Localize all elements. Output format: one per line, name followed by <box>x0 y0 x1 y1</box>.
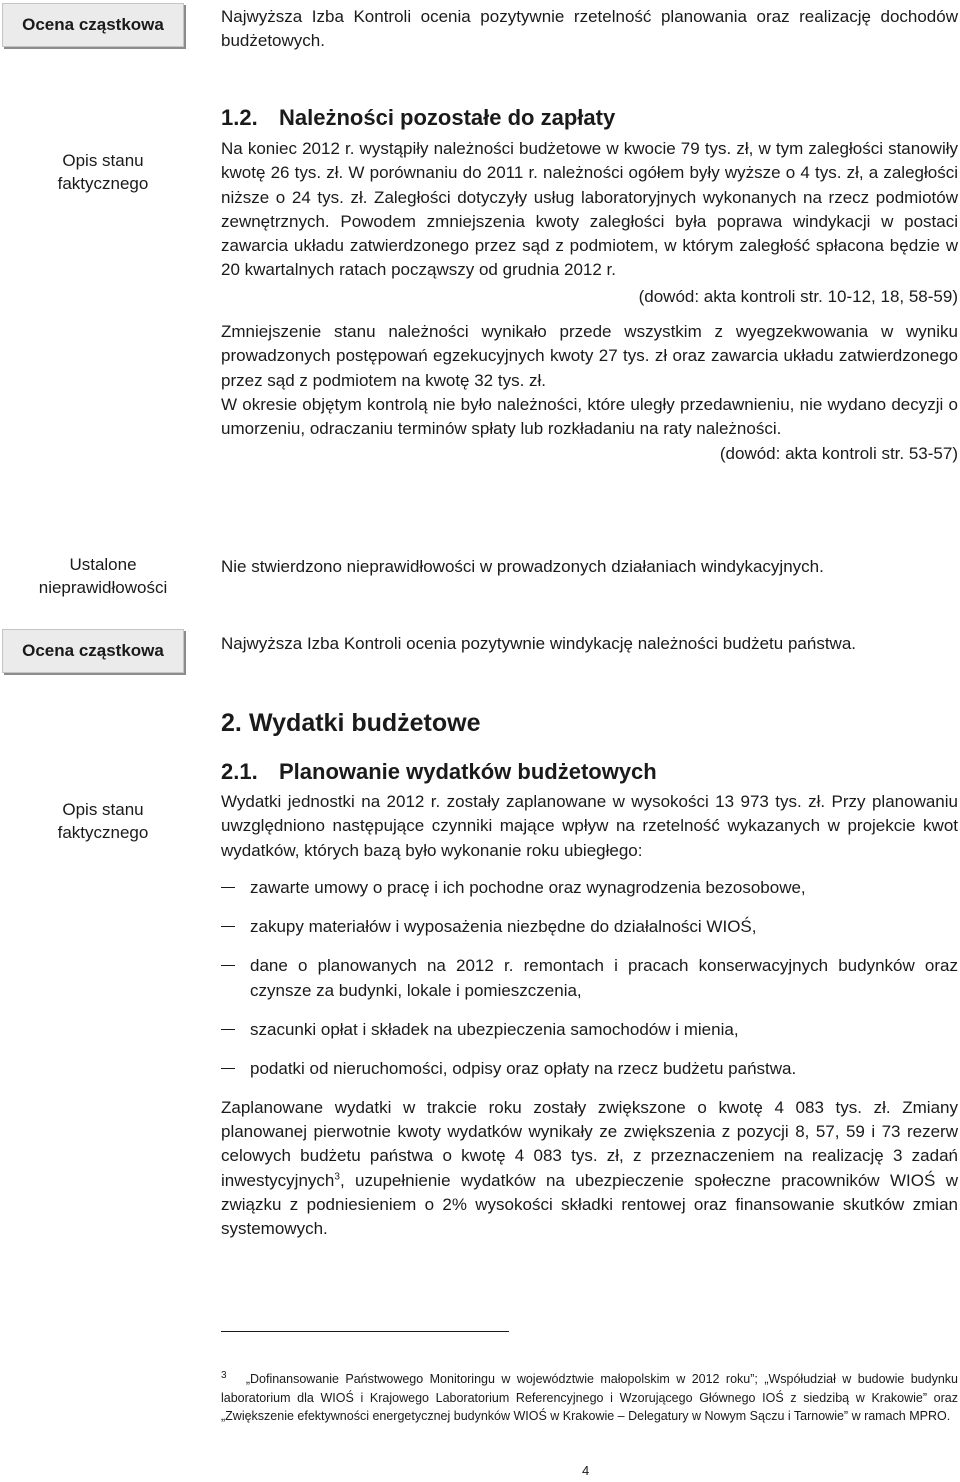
heading-text: Wydatki budżetowe <box>249 709 481 737</box>
footnote <box>221 1370 958 1426</box>
label-line: faktycznego <box>57 823 149 842</box>
paragraph: Zmniejszenie stanu należności wynikało przede wszystkim z wyegzekwowania w wyniku prowadzonych postępowań egzekucyjnych kwoty 27 tys. zł oraz zawarcia układu zatwierdzonego przez sąd z podmiotem na kwotę 32 tys. zł. <box>221 322 958 390</box>
irregularities-label <box>18 553 188 599</box>
heading-text: Należności pozostałe do zapłaty <box>279 105 616 130</box>
heading-number: 2.1. <box>221 759 258 784</box>
paragraph <box>221 1096 958 1242</box>
evidence-reference: (dowód: akta kontroli str. 10-12, 18, 58-59) <box>638 286 958 306</box>
page-number: 4 <box>582 1463 590 1478</box>
partial-assessment-text <box>221 632 958 656</box>
footnote-number: 3 <box>221 1369 227 1381</box>
list-item: szacunki opłat i składek na ubezpieczenia samochodów i mienia, <box>221 1018 958 1042</box>
heading-text: Planowanie wydatków budżetowych <box>279 759 657 784</box>
paragraph-text: Zaplanowane wydatki w trakcie roku zostały zwiększone o kwotę 4 083 tys. zł. Zmiany planowanej pierwotnie kwoty wydatków wynikały ze zwiększenia z pozycji 8, 57, 59 i 73 rezerw celowych budżetu państwa o kwotę 4 083 tys. zł, z przeznaczeniem na realizację 3 zadań inwestycyjnych <box>221 1097 958 1190</box>
irregularities-text <box>221 555 958 579</box>
footnote-marker[interactable]: 3 <box>334 1170 340 1182</box>
label-line: Opis stanu <box>62 151 144 170</box>
partial-assessment-box: Ocena cząstkowa <box>2 3 184 47</box>
paragraph: Na koniec 2012 r. wystąpiły należności budżetowe w kwocie 79 tys. zł, w tym zaległości stanowiły kwotę 26 tys. zł. W porównaniu do 2011 r. należności ogółem były wyższe o 4 tys. zł, a zaległości niższe o 24 tys. zł. Zaległości dotyczyły usług laboratoryjnych wykonanych na rzecz podmiotów zewnętrznych. Powodem zmniejszenia kwoty zaległości była poprawa windykacji w postaci zawarcia układu zatwierdzonego przez sąd z podmiotem, w którym zaległość spłacona będzie w 20 kwartalnych ratach począwszy od grudnia 2012 r. <box>221 139 958 280</box>
paragraph: Najwyższa Izba Kontroli ocenia pozytywnie windykację należności budżetu państwa. <box>221 634 857 653</box>
partial-assessment-box: Ocena cząstkowa <box>2 629 184 673</box>
list-item: dane o planowanych na 2012 r. remontach i pracach konserwacyjnych budynków oraz czynsze za budynki, lokale i pomieszczenia, <box>221 954 958 1003</box>
paragraph: W okresie objętym kontrolą nie było należności, które uległy przedawnieniu, nie wydano decyzji o umorzeniu, odraczaniu terminów spłaty lub rozkładaniu na raty należności. <box>221 394 958 439</box>
label-line: Ustalone <box>69 555 137 574</box>
heading-number: 2. <box>221 709 242 737</box>
paragraph: Najwyższa Izba Kontroli ocenia pozytywnie rzetelność planowania oraz realizację dochodów budżetowych. <box>221 7 958 51</box>
paragraph: Wydatki jednostki na 2012 r. zostały zaplanowane w wysokości 13 973 tys. zł. Przy planowaniu uwzględniono następujące czynniki mające wpływ na rzetelność wykazanych w projekcie kwot wydatków, których bazą było wykonanie roku ubiegłego: <box>221 792 958 860</box>
paragraph: Nie stwierdzono nieprawidłowości w prowadzonych działaniach windykacyjnych. <box>221 557 824 576</box>
factor-list <box>221 876 958 1082</box>
footnote-separator <box>221 1331 509 1332</box>
factual-state-label <box>18 798 188 844</box>
section-heading <box>221 758 958 786</box>
label-line: nieprawidłowości <box>38 578 168 597</box>
chapter-heading <box>221 708 958 738</box>
list-item: podatki od nieruchomości, odpisy oraz opłaty na rzecz budżetu państwa. <box>221 1057 958 1081</box>
heading-number: 1.2. <box>221 105 258 130</box>
footnote-text: „Dofinansowanie Państwowego Monitoringu w województwie małopolskim w 2012 roku”; „Współudział w budowie budynku laboratorium dla WIOŚ i Krajowego Laboratorium Referencyjnego i Wzorującego Głównego IOŚ z siedzibą w Krakowie” oraz „Zwiększenie efektywności energetycznej budynków WIOŚ w Krakowie – Delegatury w Nowym Sączu i Tarnowie” w ramach MPRO. <box>221 1372 958 1424</box>
section-heading <box>221 104 958 132</box>
label-line: Opis stanu <box>62 800 144 819</box>
evidence-reference: (dowód: akta kontroli str. 53-57) <box>719 443 958 463</box>
list-item: zawarte umowy o pracę i ich pochodne oraz wynagrodzenia bezosobowe, <box>221 876 958 900</box>
receivables-section <box>221 104 958 466</box>
expenditures-section <box>221 708 958 1241</box>
factual-state-label <box>18 149 188 195</box>
list-item: zakupy materiałów i wyposażenia niezbędne do działalności WIOŚ, <box>221 915 958 939</box>
paragraph-text: , uzupełnienie wydatków na ubezpieczenie społeczne pracowników WIOŚ w związku z podniesieniem o 2% wysokości składki rentowej oraz finansowanie skutków zmian systemowych. <box>221 1170 958 1239</box>
label-line: faktycznego <box>57 174 149 193</box>
partial-assessment-text <box>221 5 958 54</box>
